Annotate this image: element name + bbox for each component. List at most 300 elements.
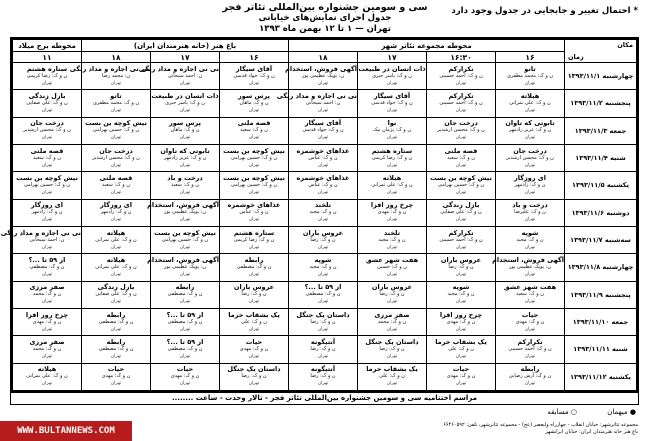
show-director: ن و ک: مصطفی	[98, 345, 134, 352]
show-cell	[427, 172, 496, 199]
show-title: هیلاته	[382, 173, 402, 182]
show-city: تهران	[386, 299, 398, 305]
show-title: شوپه	[314, 255, 332, 264]
show-cell	[427, 144, 496, 171]
show-title: نی نی اجازه و مداد رنگی	[276, 91, 357, 100]
show-city: تهران	[386, 135, 398, 141]
show-title: هفت شهر عشق	[503, 283, 557, 292]
show-city: تهران	[179, 135, 191, 141]
show-cell	[427, 226, 496, 253]
show-city: تهران	[455, 299, 467, 305]
corner-time-label: زمان	[568, 53, 584, 61]
show-director: ن و ک: مهدی	[101, 373, 131, 380]
show-cell	[13, 363, 82, 390]
show-director: ن: پوپک عظیمی پور	[163, 263, 206, 270]
corner-header	[565, 40, 637, 63]
show-cell	[220, 117, 289, 144]
legend-guest: ● میهمان	[607, 408, 636, 416]
legend	[519, 408, 636, 416]
show-city: تهران	[41, 189, 53, 195]
show-title: رابطه	[520, 365, 540, 374]
show-title: تاتو	[110, 91, 122, 100]
show-cell	[496, 363, 565, 390]
show-city: تهران	[386, 271, 398, 277]
table-row	[13, 144, 637, 171]
show-director: ن و ک: حسین	[377, 263, 407, 270]
site-banner[interactable]: WWW.BULTANNEWS.COM	[0, 421, 132, 441]
show-cell	[427, 281, 496, 308]
show-director: ن و ک: احمد حسینی	[508, 345, 552, 352]
show-title: نیش کوچه بن بست	[154, 228, 216, 237]
show-title: غذاهای خوشمزه	[296, 173, 350, 182]
row-date: سه‌شنبه ۱۳۹۳/۱۱/۷	[565, 226, 637, 253]
time-header: ۱۷	[151, 52, 220, 63]
show-city: تهران	[386, 381, 398, 387]
show-title: نیش کوچه بن بست	[430, 173, 492, 182]
show-cell	[147, 199, 220, 226]
show-cell	[220, 226, 289, 253]
table-subtitle: جدول اجرای نمایش‌های خیابانی	[258, 13, 392, 23]
show-cell	[13, 199, 82, 226]
row-date: چهارشنبه ۱۳۹۳/۱۱/۱	[565, 63, 637, 90]
show-cell	[82, 144, 151, 171]
show-city: تهران	[524, 189, 536, 195]
show-title: هیلاته	[106, 255, 126, 264]
show-director: ن و ک: عباس	[239, 209, 269, 216]
show-title: نی نی اجازه و مداد رنگی	[0, 228, 81, 237]
show-director: ن و ک: سعید	[33, 154, 61, 161]
show-director: ن و ک: محسن ارشدیر	[506, 154, 554, 161]
show-director: ن و ک: مهدی	[515, 318, 545, 325]
table-row	[13, 172, 637, 199]
show-title: صفر مرزی	[374, 310, 410, 319]
show-city: تهران	[524, 271, 536, 277]
row-date: یکشنبه ۱۳۹۳/۱۱/۱۲	[565, 363, 637, 390]
show-cell	[427, 254, 496, 281]
show-director: ن و ک: مصطفی	[167, 318, 203, 325]
show-director: ن و ک: جواد قدسی	[371, 99, 413, 106]
show-title: یک بشقاب خرما	[366, 365, 418, 374]
show-cell	[358, 308, 427, 335]
show-director: ن و ک: حسین بهرامی	[230, 154, 278, 161]
corner-place-label: مکان	[617, 41, 633, 49]
show-title: تکرارکم	[448, 91, 474, 100]
table-row	[13, 226, 637, 253]
show-city: تهران	[110, 162, 122, 168]
table-row	[13, 63, 637, 90]
show-city: تهران	[179, 299, 191, 305]
show-director: ن و ک: احمد حسینی	[439, 236, 483, 243]
show-title: یک بشقاب خرما	[435, 337, 487, 346]
show-title: صفر مرزی	[29, 337, 65, 346]
show-city: تهران	[317, 162, 329, 168]
legend-competition: ○ مسابقه	[547, 408, 578, 416]
show-title: ذات انسان در طبیعت	[151, 91, 219, 100]
show-director: ن و ک: رضا	[448, 263, 474, 270]
show-cell	[358, 363, 427, 390]
show-director: ن و ک: حسین بهرامی	[230, 181, 278, 188]
show-cell	[13, 308, 82, 335]
show-city: تهران	[248, 80, 260, 86]
show-city: تهران	[455, 107, 467, 113]
show-title: حیات	[452, 365, 470, 374]
show-director: ن و ک: عباس	[308, 154, 338, 161]
show-city: تهران	[179, 381, 191, 387]
show-cell	[358, 199, 427, 226]
show-title: داستان یک جنگل	[365, 337, 419, 346]
show-director: ن: محمد رضا	[101, 72, 131, 79]
show-cell	[496, 172, 565, 199]
show-cell	[427, 90, 496, 117]
row-date: جمعه ۱۳۹۳/۱۱/۱۰	[565, 308, 637, 335]
show-title: آقای سیگار	[235, 64, 273, 73]
show-city: تهران	[179, 162, 191, 168]
show-city: تهران	[317, 244, 329, 250]
time-header: ۱۷	[358, 52, 427, 63]
show-title: درخت جان	[513, 146, 547, 155]
show-director: ن و ک: مصطفی	[29, 263, 65, 270]
show-city: تهران	[317, 299, 329, 305]
show-city: تهران	[41, 244, 53, 250]
time-header: ۱۶	[496, 52, 565, 63]
show-city: تهران	[248, 299, 260, 305]
show-city: تهران	[317, 381, 329, 387]
show-director: ن و ک: رضا	[310, 345, 336, 352]
show-title: بازل زندگی	[97, 283, 135, 292]
show-director: ن و ک: مهدی	[377, 209, 407, 216]
show-title: آقای سیگار	[304, 119, 342, 128]
show-city: تهران	[524, 107, 536, 113]
show-city: تهران	[455, 217, 467, 223]
address-line: باغ هنر خانه هنرمندان ایران: خیابان ایرانشهر	[545, 429, 638, 435]
show-director: ن و ک: علی	[241, 318, 267, 325]
show-city: تهران	[455, 189, 467, 195]
show-title: یک بشقاب خرما	[228, 310, 280, 319]
show-director: ن و ک: محسن ارشدیر	[92, 154, 140, 161]
show-title: درخت و باد	[167, 173, 203, 182]
show-director: ن و ک: یاسر جبری	[165, 99, 205, 106]
time-header: ۱۶	[220, 52, 289, 63]
show-cell	[220, 172, 289, 199]
row-date: پنجشنبه ۱۳۹۳/۱۱/۹	[565, 281, 637, 308]
show-title: داستان یک جنگل	[296, 310, 350, 319]
show-city: تهران	[524, 217, 536, 223]
show-title: چرخ روز افزا	[439, 310, 483, 319]
row-date: یکشنبه ۱۳۹۳/۱۱/۵	[565, 172, 637, 199]
show-title: تلخند	[314, 201, 332, 210]
show-director: ن و ک: مصطفی	[167, 291, 203, 298]
show-title: هیلاته	[520, 91, 540, 100]
show-title: حیات	[107, 365, 125, 374]
show-title: بازل زندگی	[442, 201, 480, 210]
show-title: آگهی فروش، استخدام	[492, 255, 564, 264]
show-director: ن و ک: مصطفی	[236, 263, 272, 270]
row-date: چهارشنبه ۱۳۹۳/۱۱/۸	[565, 254, 637, 281]
show-director: ن و ک: سعید	[102, 181, 130, 188]
closing-ceremony-note: مراسم اختتامیه سی و سومین جشنواره بین‌المللی تئاتر فجر - تالار وحدت - ساعت ........	[10, 393, 639, 405]
show-cell	[82, 308, 151, 335]
show-director: ن و ک: علی صفایی	[440, 209, 482, 216]
show-title: نیش کوچه بن بست	[223, 173, 285, 182]
show-title: غذاهای خوشمزه	[296, 146, 350, 155]
show-title: عروس باران	[302, 228, 344, 237]
show-title: قصه ملتی	[237, 119, 271, 128]
show-cell	[13, 281, 82, 308]
show-title: نیش کوچه بن بست	[16, 173, 78, 182]
show-cell	[0, 226, 82, 253]
show-cell	[220, 63, 289, 90]
show-city: تهران	[179, 189, 191, 195]
show-cell	[13, 117, 82, 144]
venue-theater-city: محوطه مجموعه تئاتر شهر	[289, 40, 565, 52]
show-city: تهران	[248, 217, 260, 223]
show-cell	[82, 90, 151, 117]
show-director: ن و ک: علی صفایی	[95, 291, 137, 298]
show-cell	[427, 117, 496, 144]
show-title: رابطه	[106, 310, 126, 319]
show-director: ن و ک: مجید	[447, 291, 475, 298]
show-cell	[82, 336, 151, 363]
show-title: ستاره هشتم	[233, 228, 275, 237]
show-title: هیلاته	[106, 228, 126, 237]
time-header: ۱۸	[289, 52, 358, 63]
show-title: نی نی اجازه و مداد رنگی	[138, 64, 219, 73]
show-city: تهران	[455, 162, 467, 168]
show-director: ن: احمد سیحانی	[29, 236, 65, 243]
show-director: ن و ک: مجید	[309, 209, 337, 216]
show-cell	[492, 254, 565, 281]
show-city: تهران	[248, 189, 260, 195]
show-title: داستان یک جنگل	[227, 365, 281, 374]
show-title: درخت جان	[444, 119, 478, 128]
show-director: ن و ک: زادمهر	[31, 209, 63, 216]
show-cell	[151, 308, 220, 335]
show-cell	[82, 172, 151, 199]
show-director: ن و ک: زادمهر	[514, 181, 546, 188]
show-cell	[496, 308, 565, 335]
show-director: ن و ک: مهدی	[446, 373, 476, 380]
show-city: تهران	[455, 381, 467, 387]
show-cell	[496, 144, 565, 171]
show-city: تهران	[524, 135, 536, 141]
show-title: پرس سور	[238, 91, 270, 100]
show-title: ذات انسان در طبیعت	[358, 64, 426, 73]
show-director: ن و ک: مصطفی	[98, 318, 134, 325]
table-row	[13, 281, 637, 308]
show-city: تهران	[386, 326, 398, 332]
row-date: جمعه ۱۳۹۳/۱۱/۳	[565, 117, 637, 144]
show-city: تهران	[317, 80, 329, 86]
show-city: تهران	[524, 299, 536, 305]
show-title: هیلاته	[37, 365, 57, 374]
table-row	[13, 336, 637, 363]
show-title: آقای سیگار	[373, 91, 411, 100]
show-cell	[496, 226, 565, 253]
table-row	[13, 117, 637, 144]
show-director: ن و ک: مهدی	[32, 318, 62, 325]
show-cell	[13, 144, 82, 171]
show-cell	[289, 117, 358, 144]
show-city: تهران	[110, 244, 122, 250]
show-title: قصه ملتی	[444, 146, 478, 155]
show-title: چرخ روز افزا	[370, 201, 414, 210]
time-header: ۱۶:۳۰	[427, 52, 496, 63]
show-cell	[427, 308, 496, 335]
show-title: قصه ملتی	[99, 173, 133, 182]
show-title: آگهی فروش، استخدام	[285, 64, 357, 73]
show-title: درخت و باد	[512, 201, 548, 210]
show-city: تهران	[110, 80, 122, 86]
show-director: ن و ک: حسین بهرامی	[23, 181, 71, 188]
show-director: ن و ک: علی نمرانی	[26, 373, 68, 380]
show-title: درخت جان	[30, 119, 64, 128]
show-title: رابطه	[244, 255, 264, 264]
show-city: تهران	[386, 107, 398, 113]
show-title: حیات	[521, 310, 539, 319]
show-cell	[358, 172, 427, 199]
show-director: ن و ک: مجید	[516, 236, 544, 243]
show-cell	[151, 363, 220, 390]
show-cell	[289, 336, 358, 363]
show-director: ن: احمد سیحانی	[167, 72, 203, 79]
show-cell	[289, 363, 358, 390]
show-director: ن و ک: رضا	[241, 373, 267, 380]
show-title: غذاهای خوشمزه	[227, 201, 281, 210]
show-director: ن و ک: حسین بهرامی	[92, 127, 140, 134]
show-cell	[496, 336, 565, 363]
show-city: تهران	[41, 162, 53, 168]
show-director: ن و ک: علی صفایی	[26, 99, 68, 106]
show-title: ستاره هشتم	[26, 64, 68, 73]
show-director: ن و ک: جواد قدسی	[233, 72, 275, 79]
show-cell	[151, 172, 220, 199]
show-director: ن و ک: ماهان	[239, 99, 269, 106]
show-cell	[358, 63, 427, 90]
show-director: ن و ک: علیرضا	[514, 209, 546, 216]
show-title: آنتیگونه	[310, 337, 336, 346]
show-city: تهران	[179, 244, 191, 250]
show-director: ن و ک: محمد	[32, 291, 62, 298]
show-director: ن و ک: عزیز زادمهر	[508, 127, 552, 134]
show-director: ن و ک: حسین بهرامی	[161, 236, 209, 243]
schedule-table	[0, 37, 639, 393]
show-cell	[496, 199, 565, 226]
address-line: مجموعه تئاترشهر: خیابان انقلاب - چهارراه ولیعصر (عج) - مجموعه تئاترشهر، تلفن: ۶۶۴۶۰۵۹۲	[443, 422, 638, 428]
show-title: نی نی اجازه و مداد رنگی	[69, 64, 150, 73]
show-cell	[496, 90, 565, 117]
show-city: تهران	[110, 326, 122, 332]
date-range: تهران — ۱ تا ۱۲ بهمن ماه ۱۳۹۳	[259, 24, 391, 34]
venue-milad-tower: محوطه برج میلاد	[13, 40, 82, 52]
show-city: تهران	[524, 244, 536, 250]
show-city: تهران	[110, 353, 122, 359]
show-director: ن و ک: جواد قدسی	[302, 127, 344, 134]
show-city: تهران	[455, 80, 467, 86]
show-director: ن و ک: رضا کریمی	[233, 236, 275, 243]
show-title: نیش کوچه بن بست	[85, 119, 147, 128]
show-city: تهران	[41, 80, 53, 86]
show-city: تهران	[179, 326, 191, 332]
show-city: تهران	[317, 217, 329, 223]
show-cell	[13, 90, 82, 117]
show-city: تهران	[248, 244, 260, 250]
show-city: تهران	[110, 135, 122, 141]
table-row	[13, 254, 637, 281]
show-title: رابطه	[106, 337, 126, 346]
show-title: حیات	[176, 365, 194, 374]
show-title: پرس سور	[169, 119, 201, 128]
show-city: تهران	[386, 189, 398, 195]
show-cell	[220, 308, 289, 335]
show-title: تکرارکم	[517, 337, 543, 346]
show-cell	[82, 281, 151, 308]
show-title: تابوتی که تاوان	[160, 146, 210, 155]
row-date: دوشنبه ۱۳۹۳/۱۱/۶	[565, 199, 637, 226]
show-cell	[13, 336, 82, 363]
time-header: ۱۸	[82, 52, 151, 63]
table-row	[13, 90, 637, 117]
show-director: ن و ک: سعید	[171, 181, 199, 188]
show-cell	[220, 144, 289, 171]
show-city: تهران	[386, 217, 398, 223]
show-director: ن و ک: سعید	[240, 127, 268, 134]
show-director: ن و ک: مصطفی	[167, 345, 203, 352]
show-title: آنتیگونه	[310, 365, 336, 374]
show-title: رابطه	[175, 283, 195, 292]
show-city: تهران	[248, 162, 260, 168]
show-cell	[289, 254, 358, 281]
show-city: تهران	[386, 162, 398, 168]
address-block	[443, 422, 638, 436]
show-city: تهران	[179, 353, 191, 359]
show-director: ن و ک: مصطفی	[305, 291, 341, 298]
show-director: ن و ک: محسن ارشدیر	[437, 127, 485, 134]
row-date: شنبه ۱۳۹۳/۱۱/۱۱	[565, 336, 637, 363]
show-director: ن و ک: مجید	[309, 263, 337, 270]
show-cell	[289, 281, 358, 308]
show-cell	[285, 63, 358, 90]
show-city: تهران	[455, 244, 467, 250]
show-cell	[496, 117, 565, 144]
show-city: تهران	[41, 107, 53, 113]
show-city: تهران	[179, 217, 191, 223]
show-title: درخت جان	[99, 146, 133, 155]
show-title: از ۵۹ تا ...؟	[304, 283, 342, 292]
show-cell	[427, 363, 496, 390]
show-city: تهران	[317, 135, 329, 141]
show-director: ن و ک: رضا	[241, 291, 267, 298]
show-title: از ۵۹ تا ...؟	[28, 255, 66, 264]
show-cell	[496, 63, 565, 90]
show-title: ستاره هشتم	[371, 146, 413, 155]
show-director: ن و ک: علی	[379, 373, 405, 380]
show-cell	[151, 117, 220, 144]
show-cell	[358, 254, 427, 281]
show-city: تهران	[524, 353, 536, 359]
show-director: ن و ک: احمد حسینی	[439, 99, 483, 106]
show-cell	[496, 281, 565, 308]
show-title: از ۵۹ تا ...؟	[166, 310, 204, 319]
show-director: ن و ک: محمد مظفری	[92, 99, 139, 106]
show-city: تهران	[524, 80, 536, 86]
show-cell	[289, 199, 358, 226]
show-director: ن و ک: مهدی	[446, 318, 476, 325]
show-director: ن و ک: محمد مظفری	[506, 72, 553, 79]
show-city: تهران	[317, 271, 329, 277]
show-cell	[82, 254, 151, 281]
show-director: ن و ک: رضا	[310, 318, 336, 325]
show-cell	[151, 336, 220, 363]
